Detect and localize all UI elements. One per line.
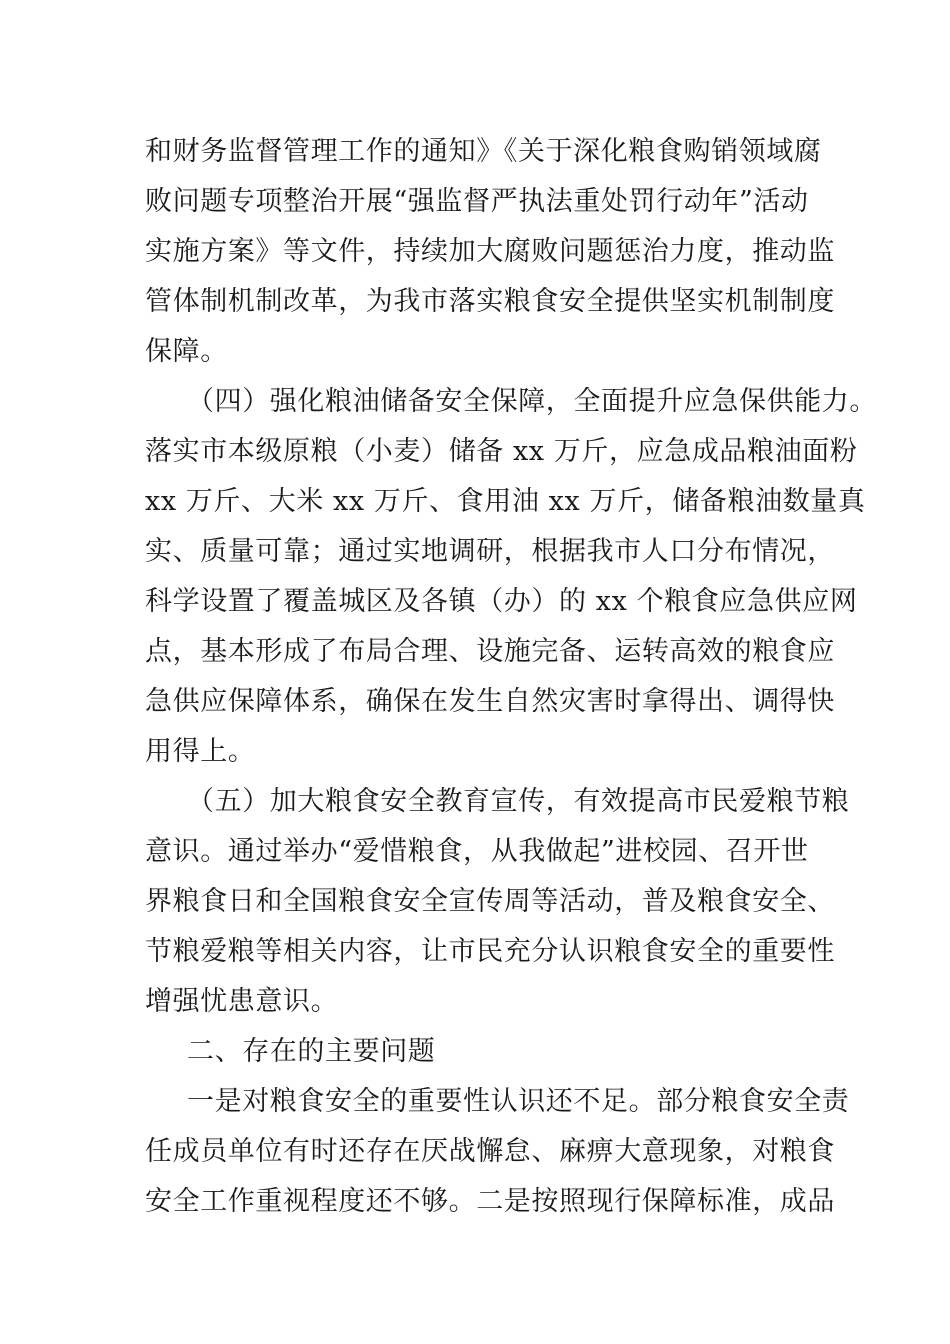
text-line: 保障。 xyxy=(145,336,228,367)
text-line: 急供应保障体系，确保在发生自然灾害时拿得出、调得快 xyxy=(145,686,835,717)
text-line: 点，基本形成了布局合理、设施完备、运转高效的粮食应 xyxy=(145,636,835,667)
document-body xyxy=(145,127,877,1227)
text-line: 和财务监督管理工作的通知》《关于深化粮食购销领域腐 xyxy=(145,136,822,167)
text-line: 意识。通过举办“爱惜粮食，从我做起”进校园、召开世 xyxy=(145,836,809,867)
text-line: xx 万斤、大米 xx 万斤、食用油 xx 万斤，储备粮油数量真 xyxy=(145,486,866,517)
text-line: 败问题专项整治开展“强监督严执法重处罚行动年”活动 xyxy=(145,186,809,217)
text-line: 实、质量可靠；通过实地调研，根据我市人口分布情况， xyxy=(145,536,835,567)
text-line: （五）加大粮食安全教育宣传，有效提高市民爱粮节粮 xyxy=(187,786,850,817)
text-line: 界粮食日和全国粮食安全宣传周等活动，普及粮食安全、 xyxy=(145,886,835,917)
text-line: 落实市本级原粮（小麦）储备 xx 万斤，应急成品粮油面粉 xyxy=(145,436,858,467)
text-line: 任成员单位有时还存在厌战懈怠、麻痹大意现象，对粮食 xyxy=(145,1136,835,1167)
text-line: 安全工作重视程度还不够。二是按照现行保障标准，成品 xyxy=(145,1186,835,1217)
text-line: 实施方案》等文件，持续加大腐败问题惩治力度，推动监 xyxy=(145,236,835,267)
text-line: 用得上。 xyxy=(145,736,256,767)
text-line: 科学设置了覆盖城区及各镇（办）的 xx 个粮食应急供应网 xyxy=(145,586,858,617)
text-line: 一是对粮食安全的重要性认识还不足。部分粮食安全责 xyxy=(187,1086,850,1117)
text-line: 增强忧患意识。 xyxy=(145,986,339,1017)
text-line: 管体制机制改革，为我市落实粮食安全提供坚实机制制度 xyxy=(145,286,835,317)
text-line: 二、存在的主要问题 xyxy=(187,1036,436,1067)
text-line: （四）强化粮油储备安全保障，全面提升应急保供能力。 xyxy=(187,386,877,417)
text-line: 节粮爱粮等相关内容，让市民充分认识粮食安全的重要性 xyxy=(145,936,835,967)
